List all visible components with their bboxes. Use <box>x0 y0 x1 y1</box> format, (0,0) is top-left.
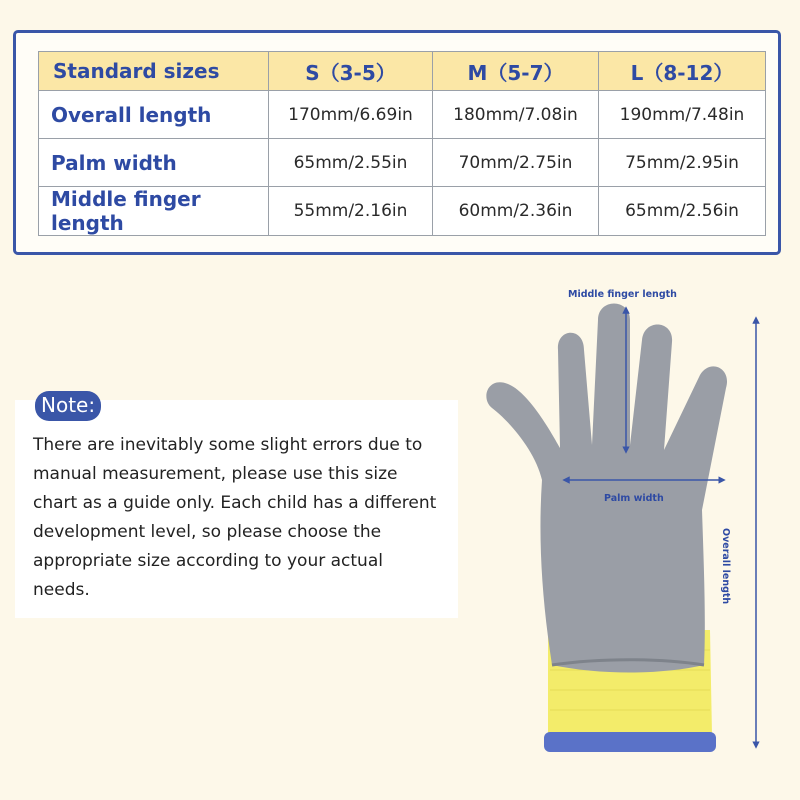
table-row <box>39 91 766 139</box>
table-cell: 75mm/2.95in <box>599 139 766 187</box>
header-standard-sizes: Standard sizes <box>39 52 269 91</box>
table-cell: 65mm/2.55in <box>269 139 433 187</box>
header-size-s: S（3-5） <box>269 52 433 91</box>
middle-finger-length-label: Middle finger length <box>568 289 677 300</box>
size-table <box>38 51 766 236</box>
table-cell: 190mm/7.48in <box>599 91 766 139</box>
note-box <box>15 393 458 618</box>
table-cell: 65mm/2.56in <box>599 187 766 236</box>
header-size-l: L（8-12） <box>599 52 766 91</box>
overall-length-label: Overall length <box>720 528 731 605</box>
row-label-middle-finger-length: Middle finger length <box>39 187 269 236</box>
table-cell: 70mm/2.75in <box>433 139 599 187</box>
note-tag: Note: <box>35 391 101 421</box>
glove-illustration <box>480 280 790 780</box>
palm-width-label: Palm width <box>604 493 664 504</box>
table-cell: 170mm/6.69in <box>269 91 433 139</box>
row-label-palm-width: Palm width <box>39 139 269 187</box>
size-chart-panel <box>13 30 781 255</box>
table-row <box>39 187 766 236</box>
table-cell: 180mm/7.08in <box>433 91 599 139</box>
row-label-overall-length: Overall length <box>39 91 269 139</box>
table-cell: 60mm/2.36in <box>433 187 599 236</box>
table-cell: 55mm/2.16in <box>269 187 433 236</box>
header-size-m: M（5-7） <box>433 52 599 91</box>
table-row <box>39 139 766 187</box>
glove-cuff-band <box>544 732 716 752</box>
note-text: There are inevitably some slight errors due to manual measurement, please use this size chart as a guide only. Each child has a different development level, so please choose the appropriate size according to your actual needs. <box>33 435 437 600</box>
glove-diagram <box>480 280 790 780</box>
table-header-row <box>39 52 766 91</box>
glove-body <box>486 304 727 673</box>
